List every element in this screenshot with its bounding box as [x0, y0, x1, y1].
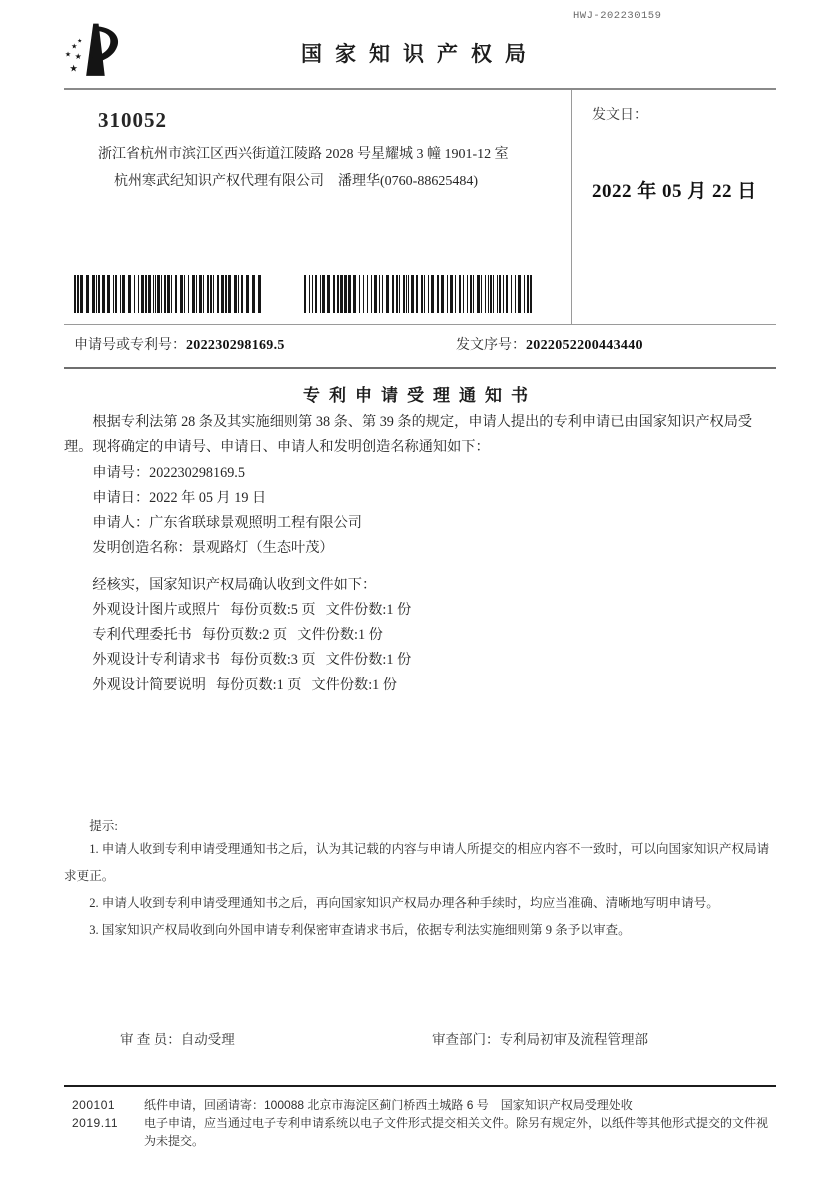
- doc-name: 外观设计图片或照片: [92, 602, 221, 618]
- received-item: [92, 648, 776, 673]
- department-field: [432, 1028, 648, 1048]
- footer-row: [64, 1114, 776, 1150]
- field-application-date: [92, 486, 776, 511]
- field-application-number: [92, 461, 776, 486]
- received-item: [92, 623, 776, 648]
- received-documents: [92, 573, 776, 698]
- field-value: 广东省联球景观照明工程有限公司: [149, 515, 362, 531]
- svg-text:★: ★: [69, 63, 79, 75]
- tip-item-2: 2. 申请人收到专利申请受理通知书之后，再向国家知识产权局办理各种手续时，均应当准确、清晰地写明申请号。: [89, 896, 719, 910]
- footer-row: [64, 1096, 776, 1114]
- application-number-label: 申请号或专利号：: [74, 338, 186, 353]
- field-value: 景观路灯（生态叶茂）: [191, 540, 334, 556]
- field-label: 申请号：: [92, 465, 150, 481]
- doc-copies: 文件份数:1 份: [325, 652, 412, 668]
- doc-copies: 文件份数:1 份: [325, 602, 412, 618]
- dispatch-serial-value: 2022052200443440: [526, 338, 643, 353]
- field-value: 202230298169.5: [149, 465, 245, 481]
- svg-text:★: ★: [74, 52, 82, 62]
- notice-title: 专利申请受理通知书: [303, 386, 537, 405]
- tip-item-1: 1. 申请人收到专利申请受理通知书之后，认为其记载的内容与申请人所提交的相应内容不一致时，可以向国家知识产权局请求更正。: [64, 842, 770, 883]
- numbers-row: [64, 325, 776, 369]
- recipient-postcode: 310052: [98, 108, 167, 132]
- doc-name: 专利代理委托书: [92, 627, 192, 643]
- agency-title: 国家知识产权局: [301, 42, 539, 66]
- svg-text:★: ★: [77, 38, 83, 45]
- doc-name: 外观设计简要说明: [92, 677, 206, 693]
- tips-heading: 提示:: [89, 819, 118, 833]
- cnipa-logo-icon: [64, 20, 126, 84]
- signoff-row: [64, 1028, 776, 1050]
- application-number: [74, 325, 285, 367]
- received-item: [92, 598, 776, 623]
- examiner-field: [120, 1028, 235, 1048]
- received-item: [92, 673, 776, 698]
- right-barcode: [304, 275, 536, 313]
- examiner-label: 审 查 员：: [120, 1032, 181, 1047]
- tips-section: [64, 816, 776, 944]
- field-label: 申请人：: [92, 515, 150, 531]
- dispatch-date-box: [571, 90, 776, 324]
- dispatch-serial-label: 发文序号：: [456, 338, 526, 353]
- footer-form-date: 2019.11: [72, 1116, 118, 1130]
- doc-copies: 文件份数:1 份: [297, 627, 383, 643]
- recipient-block: [64, 90, 571, 324]
- notice-intro-paragraph: 根据专利法第 28 条及其实施细则第 38 条、第 39 条的规定，申请人提出的专利申请已由国家知识产权局受理。现将确定的申请号、申请日、申请人和发明创造名称通知如下：: [64, 414, 753, 455]
- field-invention-name: [92, 536, 776, 561]
- field-value: 2022 年 05 月 19 日: [149, 490, 267, 506]
- recipient-agent-line: 杭州寒武纪知识产权代理有限公司 潘理华(0760-88625484): [114, 174, 478, 189]
- page-content: [64, 0, 776, 1050]
- notice-body: [64, 410, 776, 698]
- examiner-value: 自动受理: [180, 1032, 235, 1047]
- recipient-address: 浙江省杭州市滨江区西兴街道江陵路 2028 号星耀城 3 幢 1901-12 室: [98, 147, 509, 162]
- doc-pages: 每份页数:2 页: [201, 627, 288, 643]
- document-reference-number: HWJ-202230159: [573, 10, 662, 22]
- svg-text:★: ★: [64, 50, 72, 59]
- dispatch-date-label: 发文日：: [592, 108, 648, 123]
- page-footer: [64, 1085, 776, 1150]
- doc-pages: 每份页数:3 页: [230, 652, 316, 668]
- doc-pages: 每份页数:1 页: [215, 677, 302, 693]
- left-barcode: [74, 275, 266, 313]
- recipient-dispatch-section: [64, 90, 776, 325]
- footer-paper-filing-note: 纸件申请，回函请寄：100088 北京市海淀区蓟门桥西土城路 6 号 国家知识产权局受理处收: [144, 1098, 633, 1112]
- dispatch-date-value: 2022 年 05 月 22 日: [592, 181, 757, 202]
- field-label: 发明创造名称：: [92, 540, 192, 556]
- application-number-value: 202230298169.5: [186, 338, 285, 353]
- doc-name: 外观设计专利请求书: [92, 652, 221, 668]
- tip-item-3: 3. 国家知识产权局收到向外国申请专利保密审查请求书后，依据专利法实施细则第 9 条予以审查。: [89, 923, 631, 937]
- field-label: 申请日：: [92, 490, 150, 506]
- received-intro: 经核实，国家知识产权局确认收到文件如下：: [92, 577, 377, 593]
- footer-efiling-note: 电子申请，应当通过电子专利申请系统以电子文件形式提交相关文件。除另有规定外，以纸件等其他形式提交的文件视为未提交。: [144, 1116, 769, 1148]
- dispatch-serial-number: [456, 325, 643, 367]
- department-value: 专利局初审及流程管理部: [499, 1032, 648, 1047]
- department-label: 审查部门：: [432, 1032, 500, 1047]
- doc-pages: 每份页数:5 页: [230, 602, 316, 618]
- doc-copies: 文件份数:1 份: [311, 677, 397, 693]
- document-header: [64, 0, 776, 90]
- field-applicant: [92, 511, 776, 536]
- application-fields: [92, 461, 776, 561]
- svg-text:★: ★: [71, 42, 78, 51]
- footer-form-code: 200101: [72, 1098, 116, 1112]
